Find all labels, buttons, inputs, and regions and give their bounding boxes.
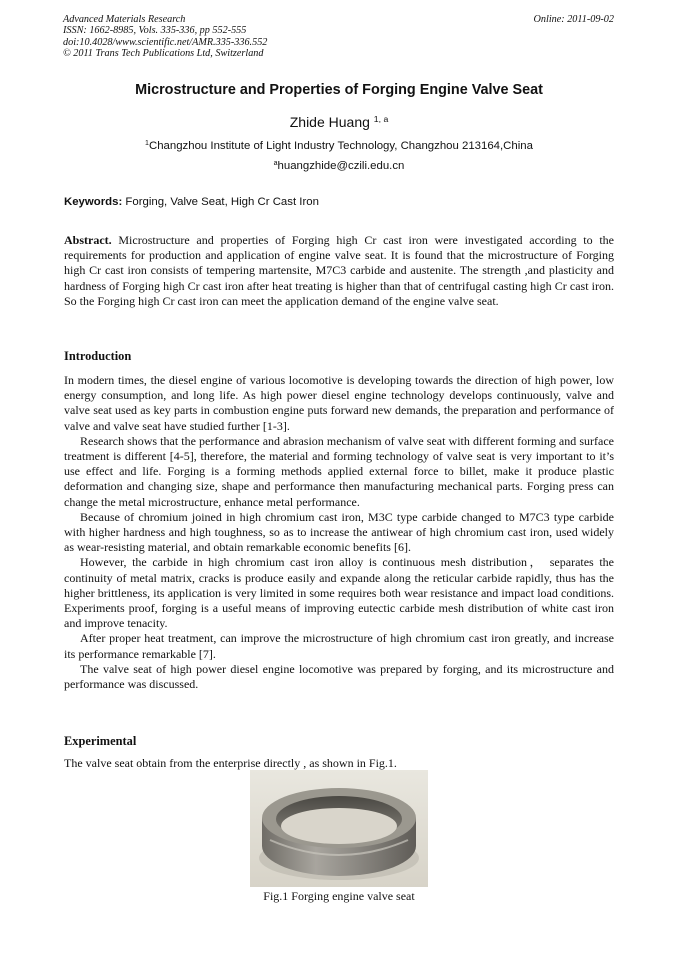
- affiliation-text: Changzhou Institute of Light Industry Technology, Changzhou 213164,China: [148, 140, 533, 152]
- keywords-text: Forging, Valve Seat, High Cr Cast Iron: [125, 196, 319, 208]
- introduction-body: [64, 373, 614, 692]
- email-sup: a: [273, 160, 278, 168]
- intro-paragraph: After proper heat treatment, can improve the microstructure of high chromium cast iron greatly, and increase its performance remarkable [7].: [64, 631, 614, 661]
- intro-paragraph: Research shows that the performance and abrasion mechanism of valve seat with different forming and surface treatment is different [4-5], therefore, the material and forming technology of valve seat is very important to it’s use effect and life. Forging is a forming methods applied external force to billet, make it produce plastic deformation and changing size, shape and performance then manufacturing mechanical parts. Forging press can change the metal microstructure, enhance metal performance.: [64, 433, 614, 509]
- abstract: [64, 233, 614, 309]
- email-text: huangzhide@czili.edu.cn: [277, 160, 405, 172]
- introduction-heading: Introduction: [64, 349, 132, 363]
- keywords: [64, 196, 319, 208]
- author: [0, 114, 678, 130]
- author-name: Zhide Huang: [289, 114, 370, 130]
- abstract-label: Abstract.: [64, 233, 112, 247]
- intro-paragraph: The valve seat of high power diesel engine locomotive was prepared by forging, and its microstructure and performance was discussed.: [64, 661, 614, 692]
- valve-seat-illustration: [250, 770, 428, 887]
- paper-title: Microstructure and Properties of Forging Engine Valve Seat: [135, 82, 543, 98]
- figure-caption: Fig.1 Forging engine valve seat: [263, 889, 415, 903]
- abstract-text: Microstructure and properties of Forging high Cr cast iron were investigated according to the requirements for production and application of engine valve seat. It is found that the microstructure of Forging high Cr cast iron consists of tempering martensite, M7C3 carbide and austenite. The strength ,and plasticity and hardness of Forging high Cr cast iron after heat treating is higher than that of centrifugal casting high Cr cast iron. So the Forging high Cr cast iron can meet the application demand of the engine valve seat.: [64, 233, 614, 308]
- email: [0, 160, 678, 172]
- doi-line: doi:10.4028/www.scientific.net/AMR.335-336.552: [63, 36, 268, 48]
- intro-paragraph: In modern times, the diesel engine of various locomotive is developing towards the direction of high power, low energy consumption, and long life. As high power diesel engine technology develops continuously, valve and valve seat used as key parts in combustion engine puts forward new demands, the preparation and performance of valve and valve seat have studied further [1-3].: [64, 373, 614, 433]
- author-sup: 1, a: [373, 114, 389, 125]
- valve-seat-photo: [250, 770, 428, 887]
- journal-name: Advanced Materials Research: [63, 14, 186, 25]
- experimental-heading: Experimental: [64, 734, 137, 748]
- intro-paragraph: Because of chromium joined in high chromium cast iron, M3C type carbide changed to M7C3 type carbide with higher hardness and high toughness, so as to increase the antiwear of high chromium cast iron, used widely as wear-resisting material, and obtain remarkable economic benefits [6].: [64, 509, 614, 555]
- online-date: Online: 2011-09-02: [533, 14, 614, 25]
- experimental-text: The valve seat obtain from the enterprise directly , as shown in Fig.1.: [64, 756, 397, 770]
- intro-paragraph: However, the carbide in high chromium cast iron alloy is continuous mesh distribution， separates the continuity of metal matrix, cracks is produce easily and expande along the reticular carbide rapidly, thus has the higher brittleness, its application is very limited in some requires both wear resistance and impact load conditions. Experiments proof, forging is a useful means of improving eutectic carbide mesh distribution of white cast iron and improve tenacity.: [64, 555, 614, 631]
- affiliation-sup: 1: [145, 140, 149, 148]
- issn-line: ISSN: 1662-8985, Vols. 335-336, pp 552-555: [63, 25, 247, 37]
- journal-header: [63, 14, 267, 59]
- affiliation: [0, 140, 678, 152]
- keywords-label: Keywords:: [64, 196, 123, 208]
- copyright-line: © 2011 Trans Tech Publications Ltd, Switzerland: [63, 47, 264, 59]
